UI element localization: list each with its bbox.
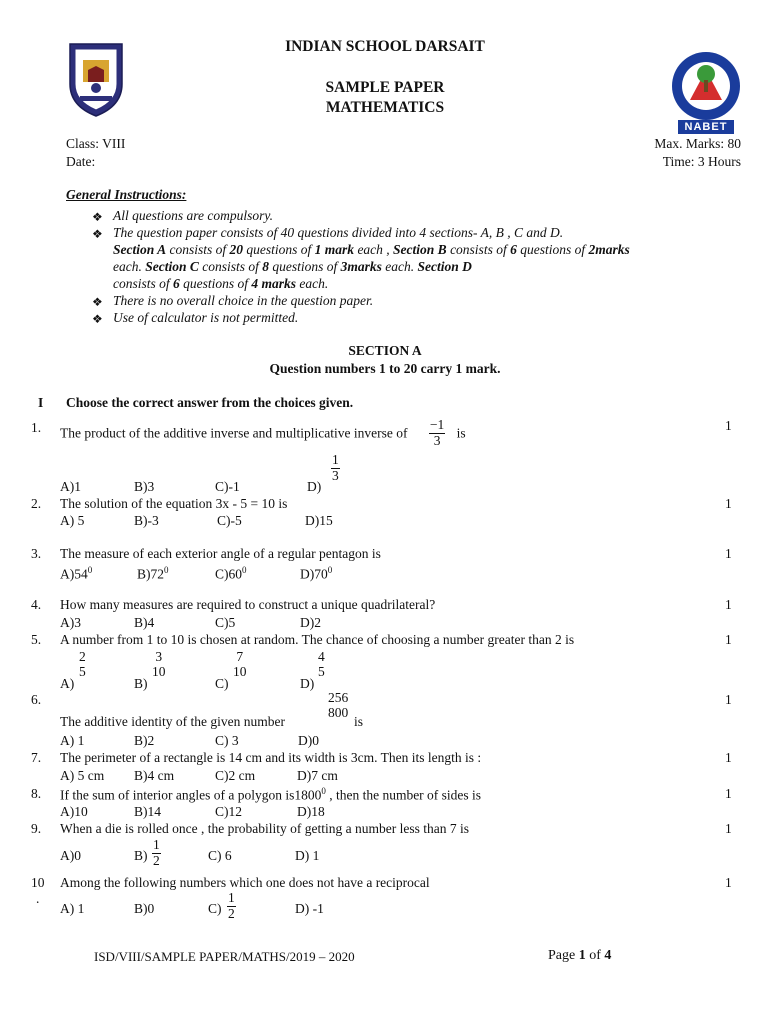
diamond-bullet-icon: ❖ bbox=[92, 295, 103, 309]
page-number: Page 1 of 4 bbox=[548, 948, 612, 963]
diamond-bullet-icon: ❖ bbox=[92, 210, 103, 224]
instruction-3: There is no overall choice in the question paper. bbox=[113, 293, 374, 308]
marks: 1 bbox=[725, 750, 732, 765]
question-number: 3. bbox=[31, 546, 42, 561]
question-number: 8. bbox=[31, 786, 42, 801]
paper-title: SAMPLE PAPER bbox=[325, 79, 445, 96]
instruction-2-line-3: each. Section C consists of 8 questions of 3marks each. Section D bbox=[113, 259, 472, 274]
option-d: D)15 bbox=[305, 513, 333, 528]
option-b: B)4 bbox=[134, 615, 155, 630]
option-b: B)14 bbox=[134, 804, 161, 819]
question-number: 5. bbox=[31, 632, 42, 647]
instructions-heading: General Instructions: bbox=[66, 187, 187, 202]
question-number: 9. bbox=[31, 821, 42, 836]
question-number: 7. bbox=[31, 750, 42, 765]
option-c: C) 6 bbox=[208, 848, 232, 863]
instruction-1: All questions are compulsory. bbox=[113, 208, 273, 223]
instruction-4: Use of calculator is not permitted. bbox=[113, 310, 299, 325]
option-d: D) bbox=[300, 676, 315, 691]
option-c: C)5 bbox=[215, 615, 236, 630]
question-number: 4. bbox=[31, 597, 42, 612]
instruction-2-line-1: The question paper consists of 40 questions divided into 4 sections- A, B , C and D. bbox=[113, 225, 564, 240]
option-c: C)-5 bbox=[217, 513, 242, 528]
question-text: The product of the additive inverse and multiplicative inverse of $\frac{-1}{3}$ is bbox=[60, 417, 466, 448]
option-a: A) bbox=[60, 676, 75, 691]
option-d: D)7 cm bbox=[297, 768, 338, 783]
question-number: 6. bbox=[31, 692, 42, 707]
fraction: $\frac{-1}{3}$ bbox=[429, 417, 445, 448]
question-text: The additive identity of the given number bbox=[60, 714, 285, 729]
option-d: D)18 bbox=[297, 804, 325, 819]
option-a: A)10 bbox=[60, 804, 88, 819]
question-number: 10 bbox=[31, 875, 45, 890]
option-b: B)3 bbox=[134, 479, 155, 494]
instruction-2-line-2: Section A consists of 20 questions of 1 mark each , Section B consists of 6 questions of 2marks bbox=[113, 242, 630, 257]
option-b: B) bbox=[134, 676, 148, 691]
marks: 1 bbox=[725, 875, 732, 890]
question-text: Among the following numbers which one does not have a reciprocal bbox=[60, 875, 430, 890]
section-subtitle: Question numbers 1 to 20 carry 1 mark. bbox=[269, 361, 501, 376]
diamond-bullet-icon: ❖ bbox=[92, 312, 103, 326]
marks: 1 bbox=[725, 821, 732, 836]
option-d: $D)70^0$ bbox=[300, 565, 333, 582]
option-a: A)3 bbox=[60, 615, 81, 630]
option-c: C)2 cm bbox=[215, 768, 256, 783]
fraction: 2 5 bbox=[79, 649, 86, 679]
question-number: 2. bbox=[31, 496, 42, 511]
option-a: A)0 bbox=[60, 848, 81, 863]
option-a: A) 1 bbox=[60, 733, 85, 748]
option-c: C)-1 bbox=[215, 479, 240, 494]
option-c: C)12 bbox=[215, 804, 242, 819]
question-text: The perimeter of a rectangle is 14 cm and its width is 3cm. Then its length is : bbox=[60, 750, 482, 765]
option-b: B) bbox=[134, 848, 148, 863]
question-text: The measure of each exterior angle of a regular pentagon is bbox=[60, 546, 381, 561]
question-text: When a die is rolled once , the probability of getting a number less than 7 is bbox=[60, 821, 470, 836]
option-b: B)4 cm bbox=[134, 768, 175, 783]
section-title: SECTION A bbox=[348, 343, 422, 358]
option-c: C) 3 bbox=[215, 733, 239, 748]
fraction: 4 5 bbox=[318, 649, 325, 679]
roman-numeral: I bbox=[38, 395, 44, 410]
fraction: 256 800 bbox=[328, 690, 349, 720]
option-c: $C)60^0$ bbox=[215, 565, 247, 582]
option-d: D)0 bbox=[298, 733, 319, 748]
section-directive: Choose the correct answer from the choices given. bbox=[66, 395, 354, 410]
subject-title: MATHEMATICS bbox=[325, 99, 445, 116]
marks: 1 bbox=[725, 418, 732, 433]
question-text: A number from 1 to 10 is chosen at random. The chance of choosing a number greater than 2 is bbox=[60, 632, 575, 647]
option-a: $A)54^0$ bbox=[60, 565, 93, 582]
option-b: B)0 bbox=[134, 901, 155, 916]
diamond-bullet-icon: ❖ bbox=[92, 227, 103, 241]
question-text: How many measures are required to construct a unique quadrilateral? bbox=[60, 597, 436, 612]
option-c: C) bbox=[208, 901, 222, 916]
option-a: A) 5 cm bbox=[60, 768, 105, 783]
fraction: $\frac{1}{2}$ bbox=[228, 890, 235, 921]
option-b: B)-3 bbox=[134, 513, 159, 528]
option-d: D) -1 bbox=[295, 901, 324, 916]
fraction: $\frac{1}{2}$ bbox=[153, 837, 160, 868]
question-text: The solution of the equation 3x - 5 = 10 is bbox=[60, 496, 288, 511]
max-marks: Max. Marks: 80 bbox=[654, 136, 741, 151]
option-a: A)1 bbox=[60, 479, 81, 494]
fraction: $\frac{1}{3}$ bbox=[332, 452, 339, 483]
marks: 1 bbox=[725, 692, 732, 707]
instruction-2-line-4: consists of 6 questions of 4 marks each. bbox=[113, 276, 329, 291]
class-label: Class: VIII bbox=[66, 136, 126, 151]
option-c: C) bbox=[215, 676, 229, 691]
option-b: $B)72^0$ bbox=[137, 565, 169, 582]
marks: 1 bbox=[725, 597, 732, 612]
marks: 1 bbox=[725, 496, 732, 511]
option-d: D)2 bbox=[300, 615, 321, 630]
marks: 1 bbox=[725, 546, 732, 561]
question-tail: is bbox=[354, 714, 364, 729]
fraction: 3 10 bbox=[152, 649, 166, 679]
time-allowed: Time: 3 Hours bbox=[662, 154, 741, 169]
option-a: A) 5 bbox=[60, 513, 85, 528]
option-a: A) 1 bbox=[60, 901, 85, 916]
option-d: D) bbox=[307, 479, 322, 494]
option-d: D) 1 bbox=[295, 848, 320, 863]
date-label: Date: bbox=[66, 154, 96, 169]
nabet-label: NABET bbox=[684, 121, 728, 133]
marks: 1 bbox=[725, 786, 732, 801]
school-name: INDIAN SCHOOL DARSAIT bbox=[285, 38, 485, 55]
question-text: If the sum of interior angles of a polygon is1800$^0$ , then the number of sides is bbox=[60, 786, 482, 803]
question-number: 1. bbox=[31, 420, 42, 435]
fraction: 7 10 bbox=[233, 649, 247, 679]
footer-code: ISD/VIII/SAMPLE PAPER/MATHS/2019 – 2020 bbox=[94, 949, 355, 964]
option-b: B)2 bbox=[134, 733, 155, 748]
marks: 1 bbox=[725, 632, 732, 647]
question-number-dot: . bbox=[36, 891, 40, 906]
